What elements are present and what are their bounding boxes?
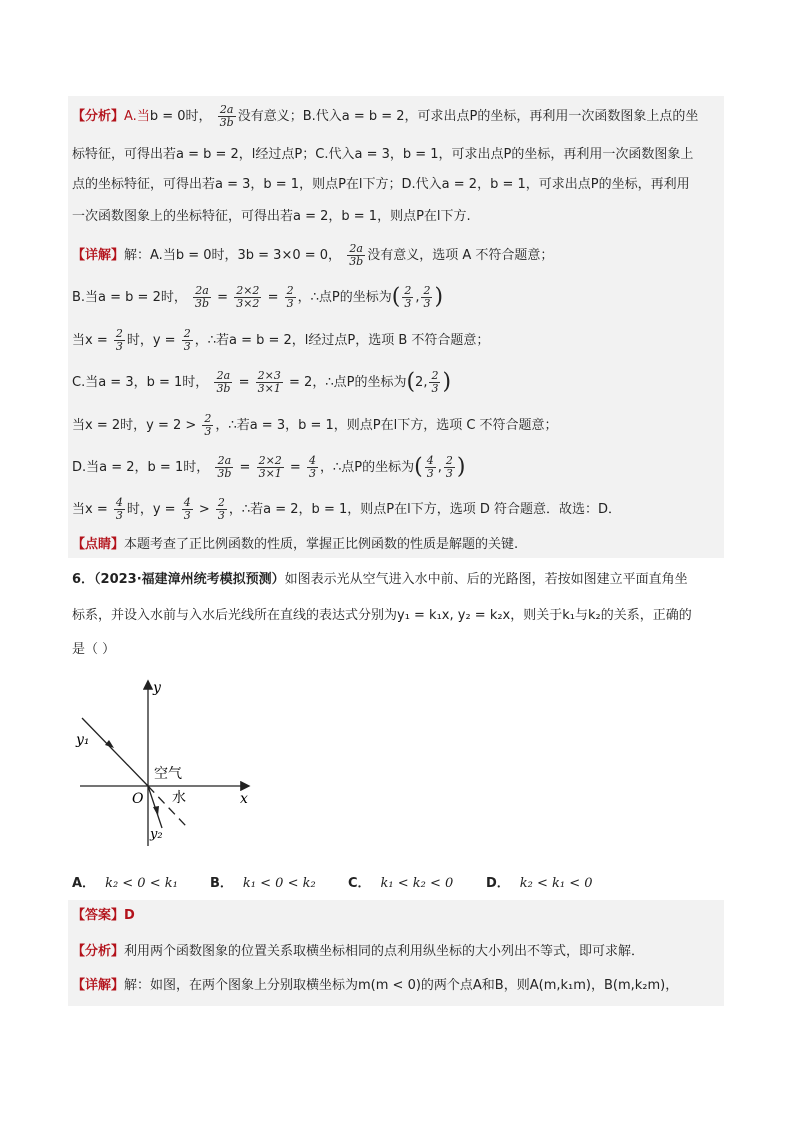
- y2-label: y₂: [150, 827, 163, 842]
- question-line-2: 标系，并设入水前与入水后光线所在直线的表达式分别为y₁ = k₁x, y₂ = k₂x，则关于k₁与k₂的关系，正确的: [72, 608, 692, 623]
- option-b[interactable]: B． k₁ < 0 < k₂: [210, 876, 316, 891]
- detail-line-7: 当x = $\frac{4}{3}$ 时，y = $\frac{4}{3}$ > $\frac{2}{3}$ ，∴若a = 2，b = 1，则点P在l下方，选项 D 符合题意．故选：D．: [72, 496, 621, 522]
- answer-line: 【答案】D: [72, 908, 135, 923]
- option-d[interactable]: D． k₂ < k₁ < 0: [486, 876, 593, 891]
- analysis-line-1: 【分析】A.当b = 0时， $\frac{2a}{3b}$ 没有意义；B.代入a = b = 2，可求出点P的坐标，再利用一次函数图象上点的坐: [72, 103, 699, 129]
- detail-line-4: C.当a = 3，b = 1时， $\frac{2a}{3b}$ = $\frac{2\times 3}{3\times 1}$ = 2，∴点P的坐标为(2, $\frac{2}{3}$ ): [72, 369, 452, 395]
- x-axis-label: x: [240, 791, 248, 807]
- incident-ray: [82, 718, 148, 786]
- detail-line-3: 当x = $\frac{2}{3}$ 时，y = $\frac{2}{3}$ ，∴若a = b = 2，l经过点P，选项 B 不符合题意；: [72, 327, 490, 353]
- analysis2-line: 【分析】利用两个函数图象的位置关系取横坐标相同的点利用纵坐标的大小列出不等式，即可求解．: [72, 944, 645, 959]
- detail-line-5: 当x = 2时，y = 2 > $\frac{2}{3}$ ，∴若a = 3，b = 1，则点P在l下方，选项 C 不符合题意；: [72, 412, 558, 438]
- point-line: 【点睛】本题考查了正比例函数的性质，掌握正比例函数的性质是解题的关键.: [72, 537, 519, 552]
- question-line-3: 是（ ）: [72, 642, 116, 657]
- detail-line-6: D.当a = 2，b = 1时， $\frac{2a}{3b}$ = $\frac{2\times 2}{3\times 1}$ = $\frac{4}{3}$ ，∴点P的坐标为( $\frac{4}{3}$ , $\frac{2}{3}$ ): [72, 454, 466, 480]
- y-axis-label: y: [153, 680, 161, 696]
- detail-line-1: 【详解】解：A.当b = 0时，3b = 3×0 = 0， $\frac{2a}{3b}$ 没有意义，选项 A 不符合题意；: [72, 242, 554, 268]
- option-c[interactable]: C． k₁ < k₂ < 0: [348, 876, 454, 891]
- water-label: 水: [172, 790, 186, 806]
- y1-label: y₁: [76, 732, 90, 748]
- solution-block-top: [68, 96, 724, 558]
- air-label: 空气: [154, 766, 182, 782]
- option-a[interactable]: A． k₂ < 0 < k₁: [72, 876, 178, 891]
- origin-label: O: [132, 791, 144, 807]
- question-line-1: 6．（2023·福建漳州统考模拟预测）如图表示光从空气进入水中前、后的光路图，若按如图建立平面直角坐: [72, 572, 688, 587]
- fraction: $\frac{2a}{3b}$: [219, 103, 234, 129]
- analysis-line-4: 一次函数图象上的坐标特征，可得出若a = 2，b = 1，则点P在l下方.: [72, 209, 471, 224]
- analysis-tag: 【分析】: [72, 109, 125, 124]
- analysis-line-2: 标特征，可得出若a = b = 2，l经过点P；C.代入a = 3，b = 1，可求出点P的坐标，再利用一次函数图象上: [72, 147, 694, 162]
- light-path-figure: [70, 676, 270, 856]
- detail-line-2: B.当a = b = 2时， $\frac{2a}{3b}$ = $\frac{2\times 2}{3\times 2}$ = $\frac{2}{3}$ ，∴点P的坐标为( $\frac{2}{3}$ , $\frac{2}{3}$ ): [72, 284, 444, 310]
- detail2-line: 【详解】解：如图，在两个图象上分别取横坐标为m(m < 0)的两个点A和B，则A(m,k₁m)，B(m,k₂m)，: [72, 978, 679, 993]
- analysis-line-3: 点的坐标特征，可得出若a = 3，b = 1，则点P在l下方；D.代入a = 2，b = 1，可求出点P的坐标，再利用: [72, 177, 690, 192]
